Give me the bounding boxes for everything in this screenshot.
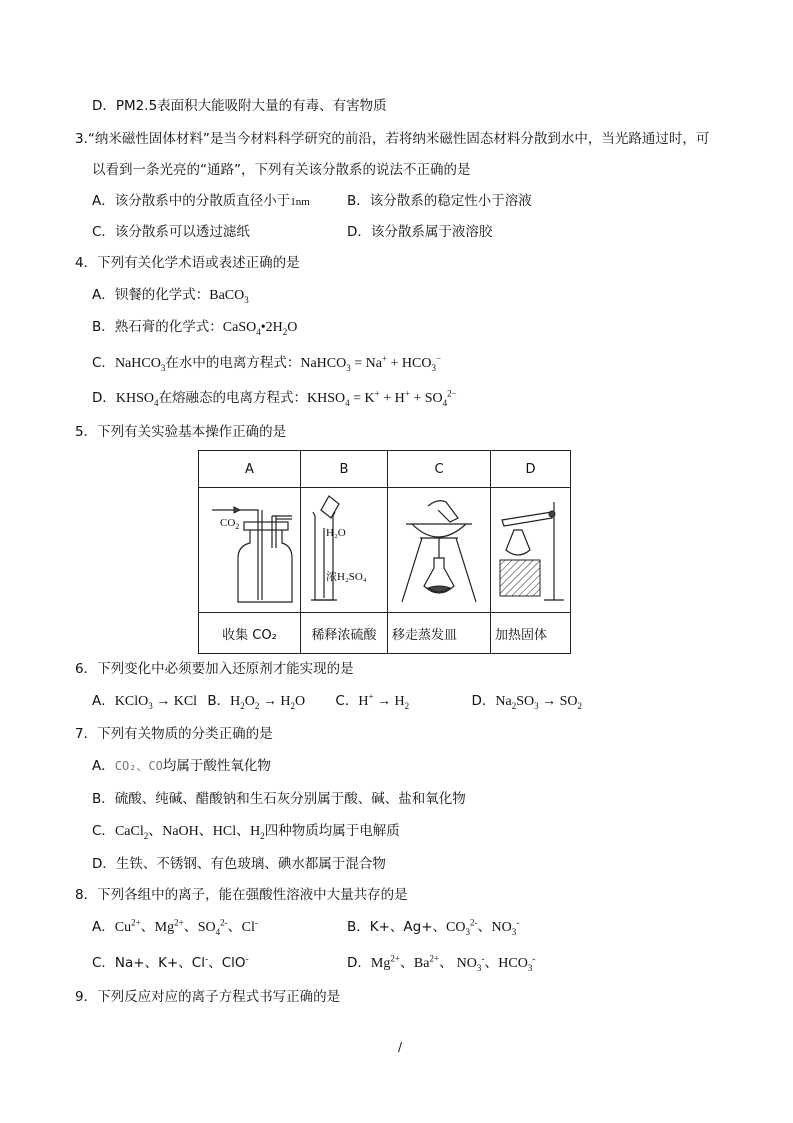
q7-option-a-formula: CO₂、CO [114,759,163,773]
q8-stem: 8．下列各组中的离子，能在强酸性溶液中大量共存的是 [75,887,408,903]
q9-stem: 9．下列反应对应的离子方程式书写正确的是 [75,989,341,1005]
q8-option-d-ions: $Mg^{2+}$、$Ba^{2+}$、 $NO_3^-$、$HCO_3^-$ [370,953,536,973]
q4-option-a-formula: BaCO$_3$ [209,288,249,305]
q4-option-d-text: 在熔融态的电离方程式： [158,390,308,406]
q8-option-d [347,954,535,973]
header-d: D [491,451,571,488]
q7-option-a [92,757,271,775]
q6-option-a-letter: A． [92,693,115,709]
q4-option-c-letter: C． [92,355,115,371]
q8-option-b [347,918,519,937]
gas-bottle-illustration [200,488,300,608]
q3-stem-line1: 3.“纳米磁性固体材料”是当今材料科学研究的前沿，若将纳米磁性固态材料分散到水中，当光路通过时，可 [75,131,710,147]
q7-stem: 7．下列有关物质的分类正确的是 [75,726,273,742]
q7-option-c-formula: CaCl$_2$、NaOH、HCl、$H_2$ [114,824,265,841]
q7-option-c-letter: C． [92,823,115,839]
q8-option-d-letter: D． [347,955,371,971]
q4-option-a [92,286,249,305]
q3-stem-line2: 以看到一条光亮的“通路”，下列有关该分散系的说法不正确的是 [92,162,471,178]
caption-b: 稀释浓硫酸 [301,613,388,654]
q3-option-c: C．该分散系可以透过滤纸 [92,224,250,240]
co2-label: $CO_2$ [219,517,239,531]
q5-experiment-table [198,450,571,654]
q6-stem: 6．下列变化中必须要加入还原剂才能实现的是 [75,661,354,677]
q8-option-c-text: C．Na+、K+、Cl [92,955,205,971]
image-a-cell [199,488,301,613]
q4-option-d [92,389,457,408]
q4-option-d-formula: $KHSO_4$ [115,391,159,408]
q7-option-a-letter: A． [92,758,115,774]
q7-option-d: D．生铁、不锈钢、有色玻璃、碘水都属于混合物 [92,856,386,872]
q4-option-c [92,354,441,373]
q8-option-c: C．Na+、K+、Cl-、ClO- [92,954,249,971]
header-c: C [388,451,491,488]
q3-option-a-text: A．该分散系中的分散质直径小于 [92,193,291,209]
q8-option-a [92,918,258,937]
q4-option-c-text: 在水中的电离方程式： [165,355,301,371]
q4-option-d-letter: D． [92,390,116,406]
heating-tube-illustration [492,488,570,608]
q7-option-b: B．硫酸、纯碱、醋酸钠和生石灰分别属于酸、碱、盐和氧化物 [92,791,466,807]
q2-option-d: D．PM2.5表面积大能吸附大量的有毒、有害物质 [92,98,387,114]
q6-option-b-letter: B． [207,693,231,709]
image-c-cell [388,488,491,613]
q3-option-b: B．该分散系的稳定性小于溶液 [347,193,532,209]
q8-option-b-text: B．K+、Ag+、 [347,919,447,935]
cylinder-illustration [301,488,387,608]
h2o-label: H₂O [326,527,346,539]
q5-stem: 5．下列有关实验基本操作正确的是 [75,424,287,440]
caption-a: 收集 CO₂ [199,613,301,654]
q7-option-c-text: 四种物质均属于电解质 [264,823,400,839]
image-b-cell [301,488,388,613]
header-b: B [301,451,388,488]
q4-stem: 4．下列有关化学术语或表述正确的是 [75,255,300,271]
q3-option-a-unit: 1nm [290,196,310,208]
q7-option-a-text: 均属于酸性氧化物 [162,758,271,774]
q4-option-c-formula: NaHCO$_3$ [114,356,166,373]
caption-d: 加热固体 [491,613,571,654]
q6-option-b-formula: $H_2O_2 \to H_2O$ [230,694,306,711]
q3-option-a [92,192,310,211]
q6-options [92,692,582,711]
q4-option-b-formula: $CaSO_4•2H_2O$ [222,320,298,337]
q3-option-d: D．该分散系属于液溶胶 [347,224,493,240]
q6-option-d-formula: $Na_2SO_3 \to SO_2$ [495,694,583,711]
header-a: A [199,451,301,488]
q6-option-c-letter: C． [335,693,359,709]
q8-option-b-ions: $CO_3^{2-}$、$NO_3^-$ [446,917,520,937]
q4-option-d-equation: $KHSO_4 = K^+ + H^+ + SO_4^{2-}$ [307,388,457,408]
q4-option-b-text: B．熟石膏的化学式： [92,319,223,335]
q6-option-a-formula: KClO$_3$ → KCl [114,694,198,711]
q6-option-c-formula: $H^+ \to H_2$ [358,691,410,711]
q4-option-c-equation: NaHCO$_3$ = $Na^+ + HCO_3^-$ [300,353,442,373]
page-footer: / [398,1040,403,1054]
q7-option-c [92,822,400,841]
q4-option-a-text: A．钡餐的化学式： [92,287,210,303]
q8-option-a-ions: $Cu^{2+}$、$Mg^{2+}$、$SO_4^{2-}$、Cl- [114,917,258,937]
q6-option-d-letter: D． [471,693,496,709]
q4-option-b [92,318,297,337]
evaporating-dish-illustration [388,488,490,608]
image-d-cell [491,488,571,613]
q8-option-a-letter: A． [92,919,115,935]
caption-c: 移走蒸发皿 [388,613,491,654]
h2so4-label: 浓H₂SO₄ [326,571,367,583]
